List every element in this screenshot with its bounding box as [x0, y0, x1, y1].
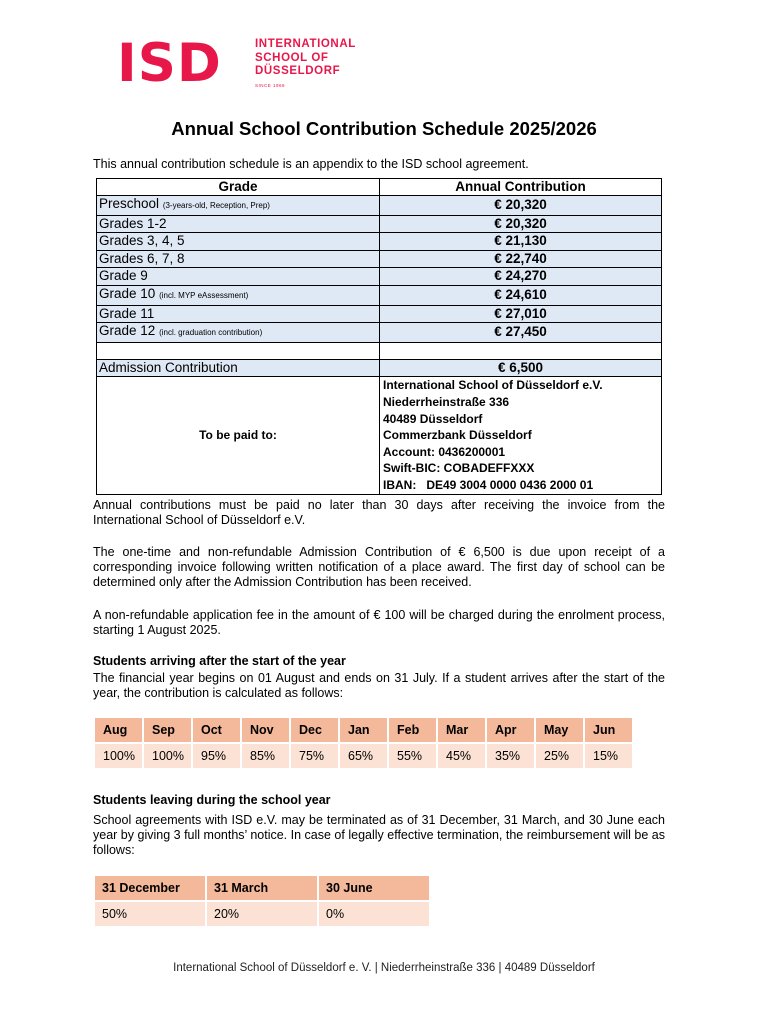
grade-label: Grade 11 — [99, 305, 155, 321]
bank-line: International School of Düsseldorf e.V. — [383, 378, 603, 393]
date-header-row — [95, 876, 429, 900]
amount-cell: € 22,740 — [380, 250, 662, 268]
percent-cell: 55% — [389, 744, 436, 768]
page-footer: International School of Düsseldorf e. V. | Niederrheinstraße 336 | 40489 Düsseldorf — [173, 962, 595, 974]
admission-row — [97, 359, 662, 377]
month-header: Mar — [438, 718, 485, 742]
logo-line-3: DÜSSELDORF — [255, 65, 341, 77]
month-header: Apr — [487, 718, 534, 742]
amount-cell: € 20,320 — [380, 196, 662, 216]
amount-cell: € 27,010 — [380, 305, 662, 323]
logo-line-2: SCHOOL OF — [255, 51, 329, 64]
grade-note: (incl. graduation contribution) — [159, 328, 263, 338]
percent-cell: 100% — [95, 744, 142, 768]
refund-cell: 0% — [319, 902, 429, 926]
refund-cell: 20% — [207, 902, 317, 926]
grade-cell — [97, 250, 380, 268]
application-fee-text: A non-refundable application fee in the amount of € 100 will be charged during the enrolment process, starting 1 August 2025. — [93, 608, 665, 637]
date-header: 31 December — [95, 876, 205, 900]
blank-cell — [380, 342, 662, 359]
isd-logo — [117, 33, 377, 94]
bank-line: Niederrheinstraße 336 — [383, 394, 510, 409]
intro-text: This annual contribution schedule is an appendix to the ISD school agreement. — [93, 157, 529, 171]
month-header: Aug — [95, 718, 142, 742]
contribution-table — [96, 178, 662, 495]
grade-label: Grades 6, 7, 8 — [99, 250, 185, 266]
grade-label: Grade 9 — [99, 268, 148, 284]
blank-cell — [97, 342, 380, 359]
grade-label: Grade 10 — [99, 285, 156, 301]
table-header-row — [97, 179, 662, 196]
table-row — [97, 285, 662, 305]
arriving-heading: Students arriving after the start of the year — [93, 654, 346, 668]
table-row — [97, 268, 662, 286]
logo-mark: ISD — [117, 33, 222, 94]
percent-cell: 75% — [291, 744, 338, 768]
percent-cell: 100% — [144, 744, 191, 768]
grade-label: Grades 3, 4, 5 — [99, 233, 185, 249]
percent-row — [95, 744, 632, 768]
table-row — [97, 250, 662, 268]
refund-cell: 50% — [95, 902, 205, 926]
grade-cell — [97, 285, 380, 305]
refund-row — [95, 902, 429, 926]
percent-cell: 35% — [487, 744, 534, 768]
arriving-text: The financial year begins on 01 August and ends on 31 July. If a student arrives after the start of the year, the contribution is calculated as follows: — [93, 671, 665, 700]
leaving-table — [93, 876, 431, 926]
leaving-heading: Students leaving during the school year — [93, 793, 331, 807]
grade-cell — [97, 233, 380, 251]
bank-line: 40489 Düsseldorf — [383, 411, 483, 426]
arrival-table — [93, 718, 634, 768]
grade-cell — [97, 215, 380, 233]
table-row — [97, 196, 662, 216]
blank-row — [97, 342, 662, 359]
bank-line: Swift-BIC: COBADEFFXXX — [383, 461, 535, 476]
month-header: May — [536, 718, 583, 742]
grade-label: Grade 12 — [99, 323, 156, 339]
month-header: Jun — [585, 718, 632, 742]
grade-cell — [97, 323, 380, 343]
grade-cell — [97, 268, 380, 286]
leaving-text: School agreements with ISD e.V. may be terminated as of 31 December, 31 March, and 30 June each year by giving 3 full months’ notice. In case of legally effective termination, the reimbursement will be as follows: — [93, 813, 665, 857]
table-row — [97, 305, 662, 323]
bank-details — [380, 377, 662, 494]
logo-school-name — [255, 38, 356, 79]
percent-cell: 85% — [242, 744, 289, 768]
amount-cell: € 20,320 — [380, 215, 662, 233]
bank-line: IBAN: DE49 3004 0000 0436 2000 01 — [383, 477, 594, 492]
date-header: 31 March — [207, 876, 317, 900]
admission-text: The one-time and non-refundable Admission Contribution of € 6,500 is due upon receipt of a corresponding invoice following written notification of a place award. The first day of school can be determined only after the Admission Contribution has been received. — [93, 545, 665, 589]
month-header: Dec — [291, 718, 338, 742]
percent-cell: 15% — [585, 744, 632, 768]
grade-note: (3-years-old, Reception, Prep) — [162, 201, 270, 210]
month-header: Sep — [144, 718, 191, 742]
grade-header: Grade — [97, 179, 380, 196]
page-title: Annual School Contribution Schedule 2025/2026 — [171, 118, 597, 139]
amount-cell: € 24,610 — [380, 285, 662, 305]
month-header: Jan — [340, 718, 387, 742]
pay-label: To be paid to: — [97, 377, 380, 494]
grade-label: Preschool — [99, 196, 160, 211]
percent-cell: 45% — [438, 744, 485, 768]
payment-deadline-text: Annual contributions must be paid no later than 30 days after receiving the invoice from the International School of Düsseldorf e.V. — [93, 498, 665, 527]
table-row — [97, 233, 662, 251]
bank-line: Commerzbank Düsseldorf — [383, 428, 532, 443]
date-header: 30 June — [319, 876, 429, 900]
grade-note: (incl. MYP eAssessment) — [159, 290, 249, 300]
grade-cell — [97, 196, 380, 216]
month-header: Feb — [389, 718, 436, 742]
percent-cell: 95% — [193, 744, 240, 768]
month-header-row — [95, 718, 632, 742]
admission-amount: € 6,500 — [380, 359, 662, 377]
amount-cell: € 27,450 — [380, 323, 662, 343]
percent-cell: 25% — [536, 744, 583, 768]
table-row — [97, 215, 662, 233]
payment-row — [97, 377, 662, 494]
grade-label: Grades 1-2 — [99, 215, 167, 231]
logo-line-1: INTERNATIONAL — [255, 38, 356, 50]
admission-label: Admission Contribution — [97, 359, 380, 377]
logo-since: SINCE 1968 — [255, 83, 286, 88]
amount-cell: € 24,270 — [380, 268, 662, 286]
month-header: Oct — [193, 718, 240, 742]
grade-cell — [97, 305, 380, 323]
contribution-header: Annual Contribution — [380, 179, 662, 196]
month-header: Nov — [242, 718, 289, 742]
percent-cell: 65% — [340, 744, 387, 768]
amount-cell: € 21,130 — [380, 233, 662, 251]
bank-line: Account: 0436200001 — [383, 444, 506, 459]
table-row — [97, 323, 662, 343]
